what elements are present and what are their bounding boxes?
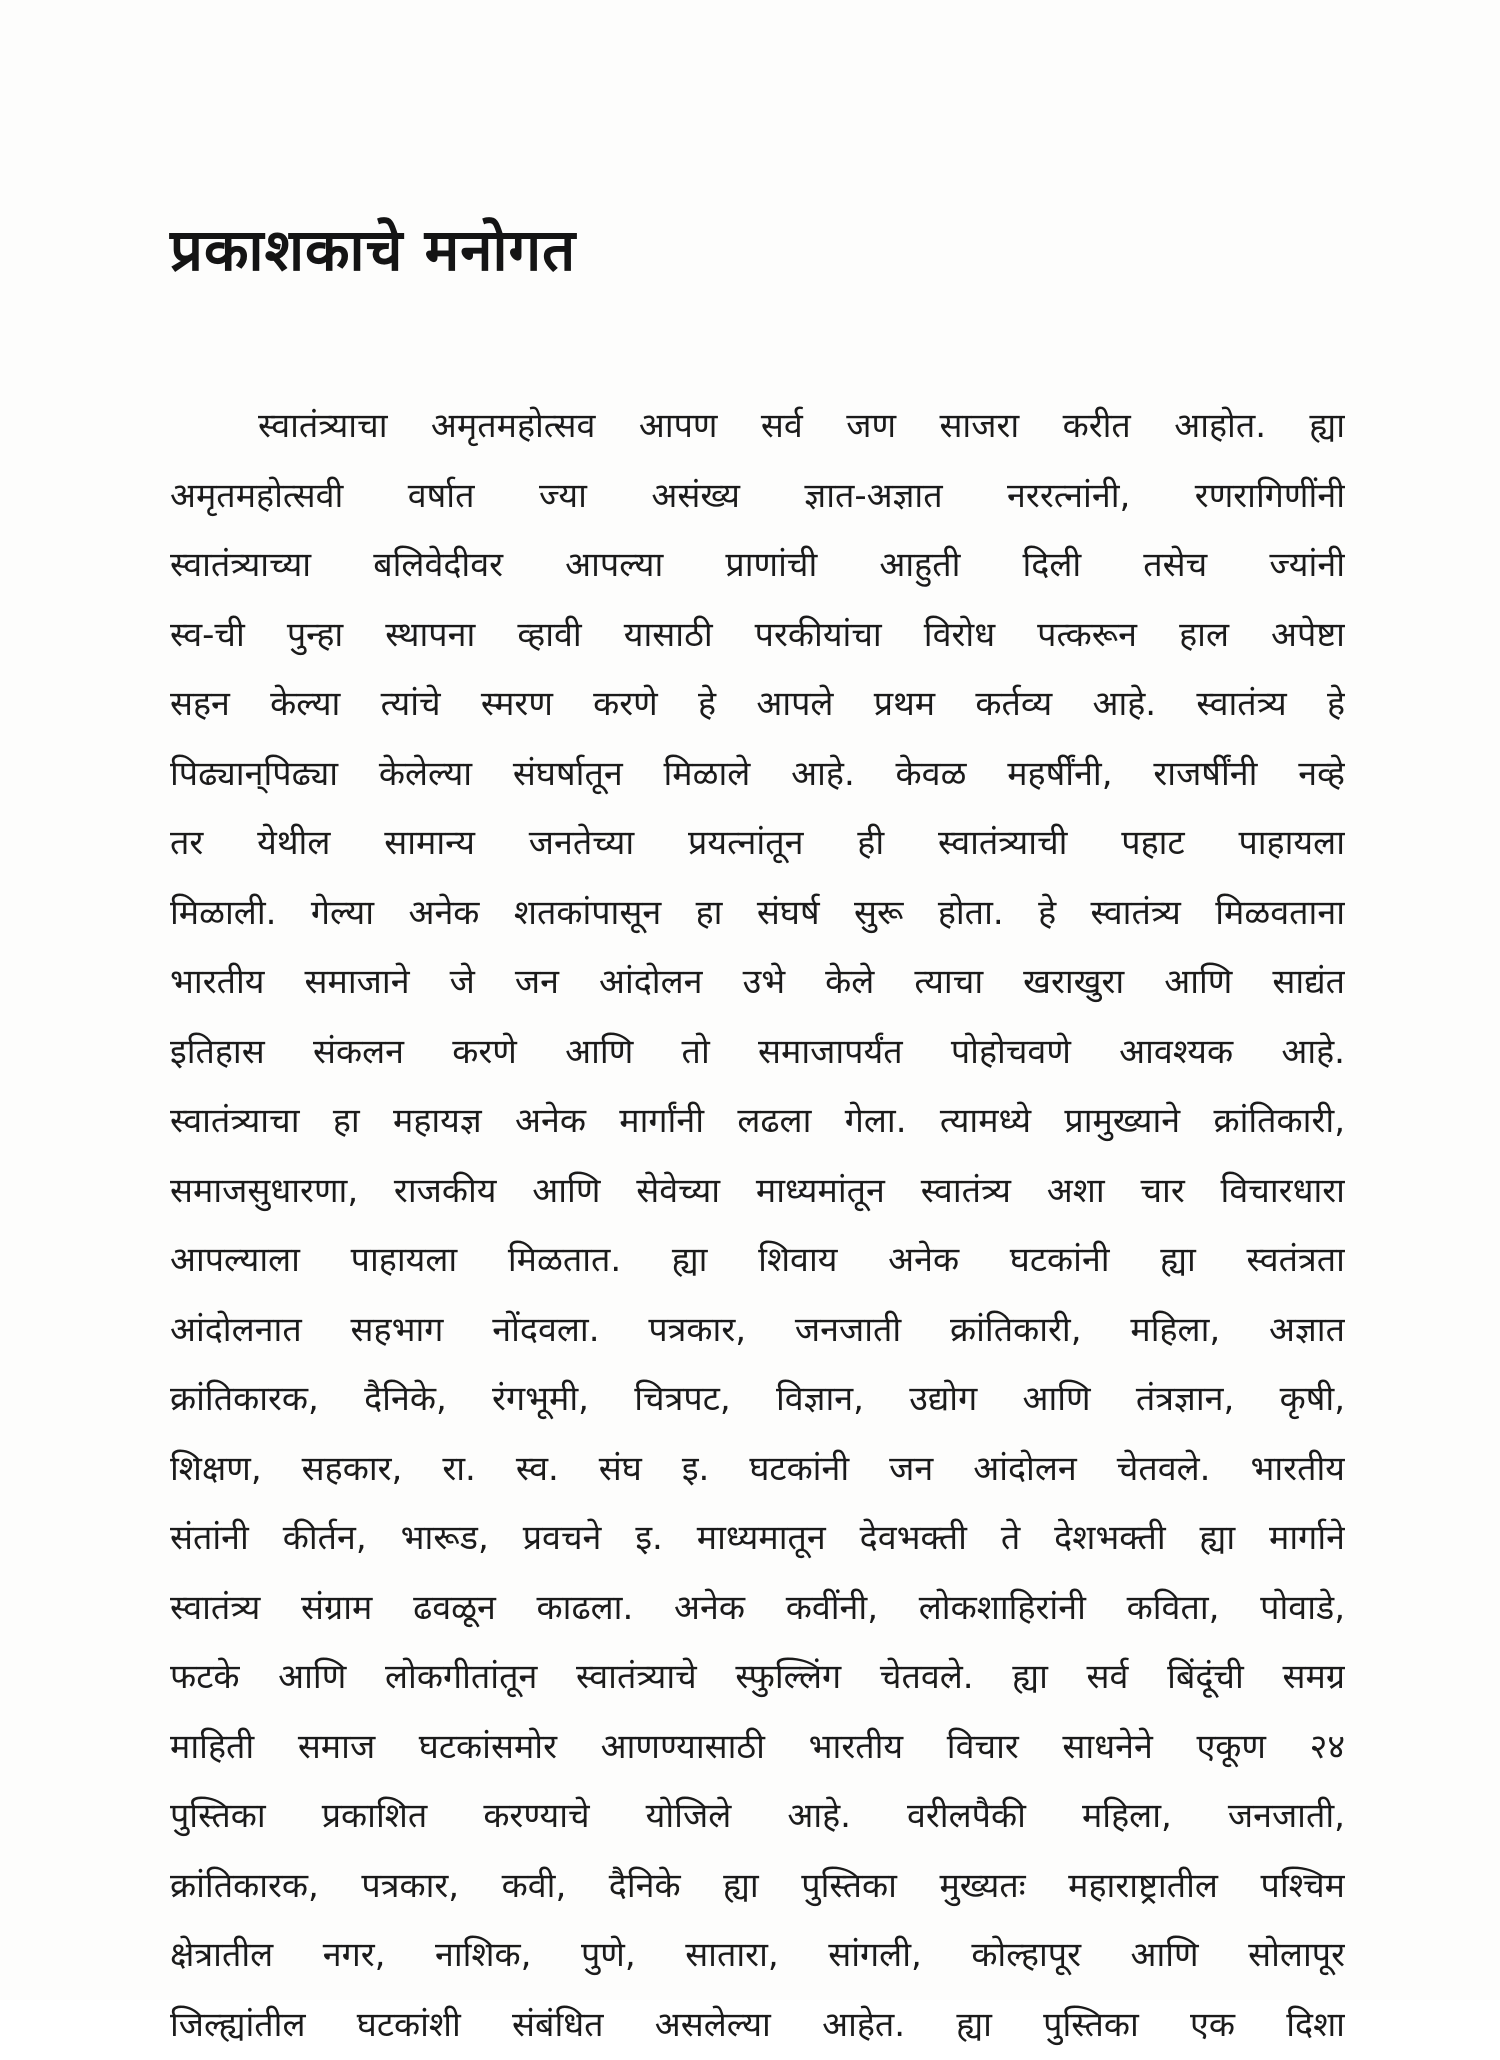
text-line: पिढ्यान्‌पिढ्या केलेल्या संघर्षातून मिळाले आहे. केवळ महर्षींनी, राजर्षींनी नव्हे (170, 740, 1345, 810)
text-line: इतिहास संकलन करणे आणि तो समाजापर्यंत पोहोचवणे आवश्यक आहे. (170, 1018, 1345, 1088)
text-line: समाजसुधारणा, राजकीय आणि सेवेच्या माध्यमांतून स्वातंत्र्य अशा चार विचारधारा (170, 1157, 1345, 1227)
text-line: शिक्षण, सहकार, रा. स्व. संघ इ. घटकांनी जन आंदोलन चेतवले. भारतीय (170, 1435, 1345, 1505)
text-line: स्वातंत्र्य संग्राम ढवळून काढला. अनेक कवींनी, लोकशाहिरांनी कविता, पोवाडे, (170, 1574, 1345, 1644)
text-line: स्व-ची पुन्हा स्थापना व्हावी यासाठी परकीयांचा विरोध पत्करून हाल अपेष्टा (170, 601, 1345, 671)
text-line: अमृतमहोत्सवी वर्षात ज्या असंख्य ज्ञात-अज्ञात नररत्नांनी, रणरागिणींनी (170, 462, 1345, 532)
text-line: भारतीय समाजाने जे जन आंदोलन उभे केले त्याचा खराखुरा आणि साद्यंत (170, 948, 1345, 1018)
page-title: प्रकाशकाचे मनोगत (170, 210, 576, 290)
text-line: स्वातंत्र्याचा अमृतमहोत्सव आपण सर्व जण साजरा करीत आहोत. ह्या (170, 392, 1345, 462)
text-line: जिल्ह्यांतील घटकांशी संबंधित असलेल्या आहेत. ह्या पुस्तिका एक दिशा (170, 1991, 1345, 2060)
text-line: स्वातंत्र्याच्या बलिवेदीवर आपल्या प्राणांची आहुती दिली तसेच ज्यांनी (170, 531, 1345, 601)
text-line: क्रांतिकारक, पत्रकार, कवी, दैनिके ह्या पुस्तिका मुख्यतः महाराष्ट्रातील पश्चिम (170, 1852, 1345, 1922)
text-line: स्वातंत्र्याचा हा महायज्ञ अनेक मार्गांनी लढला गेला. त्यामध्ये प्रामुख्याने क्रांतिकारी, (170, 1087, 1345, 1157)
text-line: क्षेत्रातील नगर, नाशिक, पुणे, सातारा, सांगली, कोल्हापूर आणि सोलापूर (170, 1921, 1345, 1991)
text-line: आंदोलनात सहभाग नोंदवला. पत्रकार, जनजाती क्रांतिकारी, महिला, अज्ञात (170, 1296, 1345, 1366)
text-line: सहन केल्या त्यांचे स्मरण करणे हे आपले प्रथम कर्तव्य आहे. स्वातंत्र्य हे (170, 670, 1345, 740)
text-line: संतांनी कीर्तन, भारूड, प्रवचने इ. माध्यमातून देवभक्ती ते देशभक्ती ह्या मार्गाने (170, 1504, 1345, 1574)
text-line: आपल्याला पाहायला मिळतात. ह्या शिवाय अनेक घटकांनी ह्या स्वतंत्रता (170, 1226, 1345, 1296)
text-line: फटके आणि लोकगीतांतून स्वातंत्र्याचे स्फुल्लिंग चेतवले. ह्या सर्व बिंदूंची समग्र (170, 1643, 1345, 1713)
text-line: मिळाली. गेल्या अनेक शतकांपासून हा संघर्ष सुरू होता. हे स्वातंत्र्य मिळवताना (170, 879, 1345, 949)
text-line: क्रांतिकारक, दैनिके, रंगभूमी, चित्रपट, विज्ञान, उद्योग आणि तंत्रज्ञान, कृषी, (170, 1365, 1345, 1435)
text-line: तर येथील सामान्य जनतेच्या प्रयत्नांतून ही स्वातंत्र्याची पहाट पाहायला (170, 809, 1345, 879)
text-line: पुस्तिका प्रकाशित करण्याचे योजिले आहे. वरीलपैकी महिला, जनजाती, (170, 1782, 1345, 1852)
body-paragraph (170, 392, 1345, 2060)
text-line: माहिती समाज घटकांसमोर आणण्यासाठी भारतीय विचार साधनेने एकूण २४ (170, 1713, 1345, 1783)
